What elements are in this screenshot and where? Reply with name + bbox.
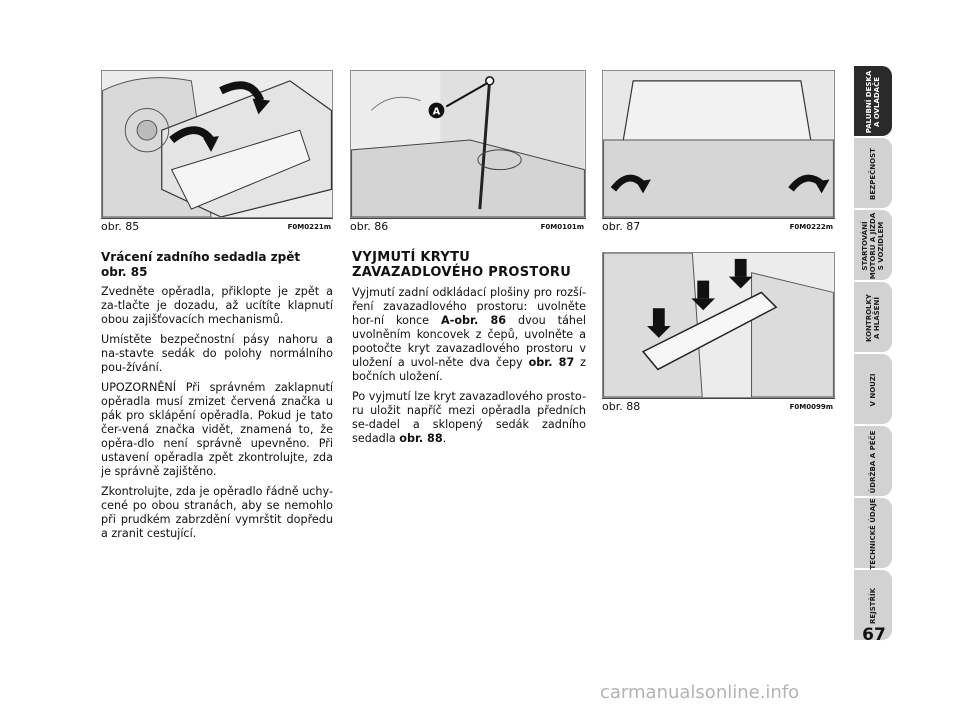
- tab-v-nouzi[interactable]: [854, 354, 892, 426]
- tab-label: ÚDRŽBA A PÉČE: [869, 430, 877, 494]
- paragraph: Zvedněte opěradla, přiklopte je zpět a za-tlačte je dozadu, až ucítíte klapnutí obou zajišťovacích mechanismů.: [101, 285, 333, 326]
- page-number: 67: [862, 625, 886, 645]
- tab-bezpecnost[interactable]: [854, 138, 892, 210]
- text-run: Po vyjmutí lze kryt zavazadlového prosto-ru uložit napříč mezi opěradla předních se-dadel a sklopený sedák zadního sedadla: [352, 390, 586, 445]
- text-run: Vyjmutí zadní odkládací plošiny pro rozší-ření zavazadlového prostoru: uvolněte hor-ní konce: [352, 286, 586, 327]
- figure-code: F0M0221m: [287, 223, 331, 231]
- figure-88-image: [602, 252, 835, 398]
- text-run: z bočních uložení.: [352, 356, 587, 383]
- figure-87-image: [602, 70, 835, 218]
- tab-label: REJSTŘÍK: [869, 587, 877, 625]
- tab-label: STARTOVÁNÍ MOTORU A JÍZDA S VOZIDLEM: [861, 212, 885, 280]
- figure-86-caption: [350, 218, 586, 233]
- figure-86-image: [350, 70, 586, 218]
- paragraph: Zkontrolujte, zda je opěradlo řádně uchy-cené po obou stranách, aby se nemohlo při prudkém zabrzdění vymrštit dopředu a zranit cestující.: [101, 485, 333, 540]
- tab-label: BEZPEČNOST: [869, 148, 877, 200]
- tab-startovani[interactable]: [854, 210, 892, 282]
- tab-label: PALUBNÍ DESKA A OVLADAČE: [865, 70, 881, 134]
- tab-palubni-deska[interactable]: [854, 66, 892, 138]
- figure-reference: obr. 88: [399, 432, 443, 445]
- tab-udrzba[interactable]: [854, 426, 892, 498]
- figure-label: obr. 85: [101, 220, 140, 233]
- figure-label: obr. 87: [602, 220, 641, 233]
- paragraph: UPOZORNĚNÍ Při správném zaklapnutí opěradla musí zmizet červená značka u pák pro sklápění opěradla. Pokud je tato čer-vená značka vidět, znamená to, že opěra-dlo není správně upevněno. Při ustavení opěradla zpět zkontrolujte, zda je správně zajištěno.: [101, 381, 333, 478]
- tab-kontrolky[interactable]: [854, 282, 892, 354]
- tab-label: KONTROLKY A HLÁŠENÍ: [865, 294, 881, 342]
- figure-85-image: [101, 70, 333, 218]
- paragraph: [352, 286, 586, 384]
- figure-87-caption: [602, 218, 835, 233]
- figure-88-caption: [602, 398, 835, 413]
- section-heading: VYJMUTÍ KRYTU ZAVAZADLOVÉHO PROSTORU: [352, 250, 572, 280]
- paragraph: Umístěte bezpečnostní pásy nahoru a na-stavte sedák do polohy normálního pou-žívání.: [101, 333, 333, 374]
- left-text-column: [101, 250, 333, 547]
- figure-label: obr. 88: [602, 400, 641, 413]
- middle-text-column: [352, 250, 586, 452]
- figure-label: obr. 86: [350, 220, 389, 233]
- tab-technicke-udaje[interactable]: [854, 498, 892, 570]
- text-run: dvou táhel uvolněním koncovek z čepů, uvolněte a pootočte kryt zavazadlového prostoru v uložení a uvol-něte dva čepy: [352, 314, 587, 369]
- paragraph: [352, 390, 586, 446]
- tab-label: V NOUZI: [869, 373, 877, 407]
- watermark-text: carmanualsonline.info: [600, 682, 800, 703]
- section-heading: Vrácení zadního sedadla zpět obr. 85: [101, 250, 301, 279]
- figure-code: F0M0099m: [789, 403, 833, 411]
- figure-code: F0M0222m: [789, 223, 833, 231]
- marker-a-label: A: [432, 106, 441, 118]
- figure-reference: obr. 87: [528, 356, 575, 369]
- text-run: .: [442, 432, 447, 445]
- figure-reference: A-obr. 86: [441, 314, 507, 327]
- tab-label: TECHNICKÉ ÚDAJE: [869, 498, 877, 570]
- figure-code: F0M0101m: [540, 223, 584, 231]
- figure-85-caption: [101, 218, 333, 233]
